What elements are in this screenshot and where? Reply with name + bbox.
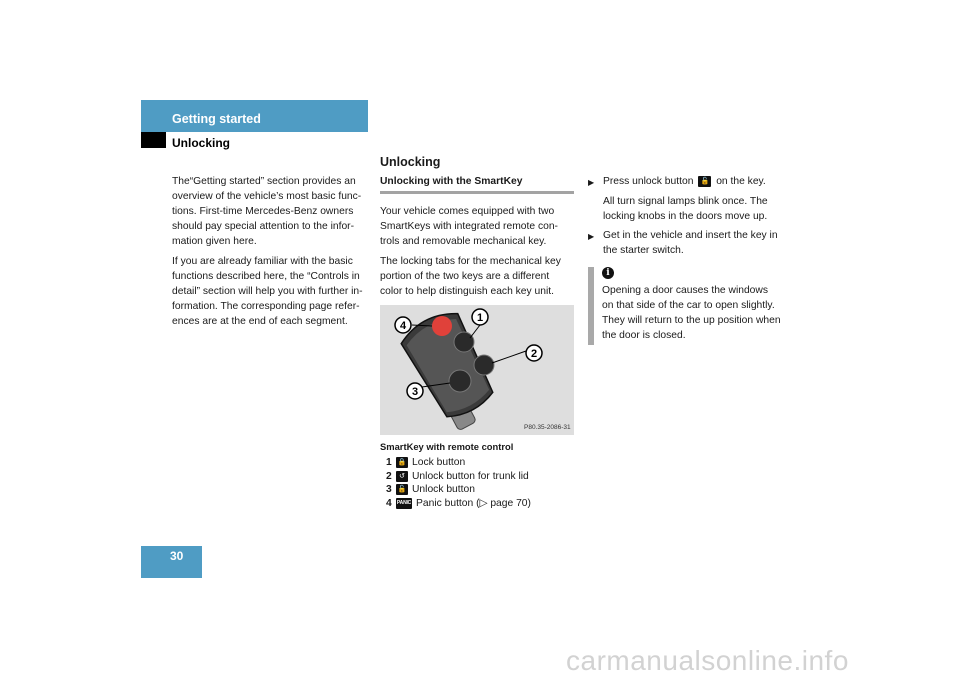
intro-column [172,174,366,334]
steps-column [588,174,782,348]
callout-1 [472,309,488,325]
panic-button-shape [432,316,452,336]
button-legend [380,456,574,510]
unlock-icon: 🔓 [397,486,407,494]
page-number: 30 [170,549,184,563]
trunk-icon: ↺ [396,471,408,482]
svg-text:2: 2 [530,348,538,360]
section-subtitle: Unlocking [172,136,231,150]
svg-text:4: 4 [399,320,407,332]
legend-item: 4 PANIC Panic button (▷ page 70) [386,497,531,509]
panic-icon: PANIC [396,498,412,509]
main-paragraph-2: The locking tabs for the mechanical key portion of the two keys are a different color to help distinguish each key unit. [380,256,561,297]
lock-button-shape [454,332,474,352]
bullet-arrow-icon: ▶ [588,231,595,241]
unlock-button-shape [449,370,471,392]
smartkey-illustration [380,305,574,435]
smartkey-figure [380,305,574,435]
legend-item: 1 🔒 Lock button [386,457,466,468]
header-marker [141,132,166,148]
intro-paragraph-1: The“Getting started” section provides an overview of the vehicle’s most basic func-tions. First-time Mercedes-Benz owners should pay special attention to the infor-mation given here. [172,176,362,247]
step-2: ▶ Get in the vehicle and insert the key in the starter switch. [588,228,782,259]
watermark: carmanualsonline.info [566,645,849,676]
step-1: ▶ Press unlock button 🔓 on the key. [588,174,782,191]
step-1-detail: All turn signal lamps blink once. The locking knobs in the doors move up. [603,195,768,222]
svg-text:3: 3 [411,386,419,398]
info-box [588,267,782,343]
legend-item: 2 ↺ Unlock button for trunk lid [386,470,529,482]
main-column [380,155,574,510]
intro-paragraph-2: If you are already familiar with the basic functions described here, the “Controls in detail” section will help you with further in-formation. The corresponding page refer-ences are at the end of each segment. [172,256,363,327]
callout-4 [395,317,411,333]
unlock-icon: 🔓 [698,176,711,187]
callout-3 [407,383,423,399]
info-bar [588,267,594,345]
section-title: Getting started [172,112,261,126]
main-heading: Unlocking [380,155,441,169]
figure-code: P80.35-2086-31 [524,424,571,431]
legend-item: 3 🔓 Unlock button [386,484,475,496]
trunk-button-shape [474,355,494,375]
callout-2 [526,345,542,361]
info-icon: i [602,267,614,279]
lock-icon: 🔒 [397,459,407,467]
main-paragraph-1: Your vehicle comes equipped with two SmartKeys with integrated remote con-trols and removable mechanical key. [380,206,558,247]
main-subheading: Unlocking with the SmartKey [380,176,574,194]
bullet-arrow-icon: ▶ [588,178,595,187]
info-text: Opening a door causes the windows on that side of the car to open slightly. They will return to the up position when the door is closed. [602,284,781,341]
figure-caption: SmartKey with remote control [380,441,514,452]
svg-text:1: 1 [476,312,484,324]
